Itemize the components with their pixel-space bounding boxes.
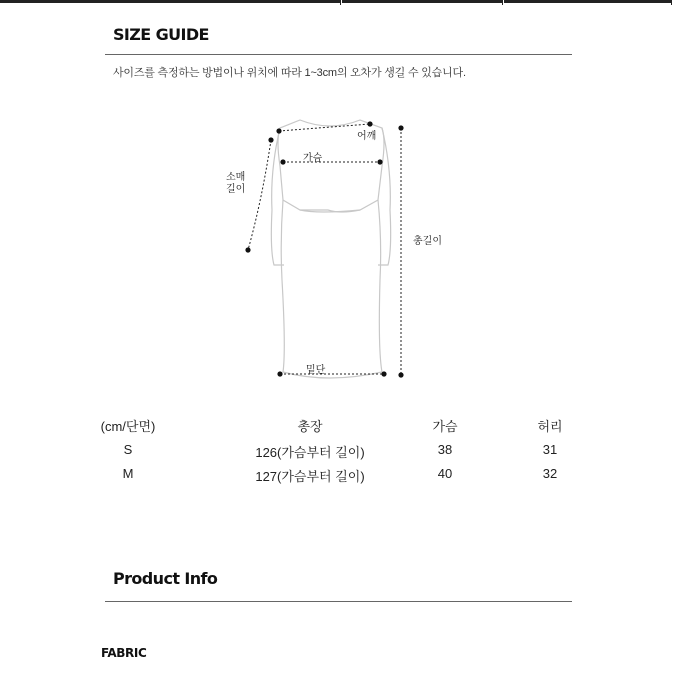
header-unit: (cm/단면) <box>100 419 156 434</box>
chest-cell: 40 <box>437 466 453 481</box>
header-waist: 허리 <box>537 419 563 434</box>
chest-cell: 38 <box>437 442 453 457</box>
size-guide-note: 사이즈를 측정하는 방법이나 위치에 따라 1~3cm의 오차가 생길 수 있습니다. <box>113 67 466 79</box>
measure-point <box>276 128 281 133</box>
shoulder-label: 어깨 <box>357 131 377 142</box>
size-cell: S <box>123 442 133 457</box>
top-border-segment-right <box>504 0 672 3</box>
total-length-label: 총길이 <box>413 236 442 247</box>
table-row <box>90 442 590 460</box>
measure-point <box>245 247 250 252</box>
sleeve-measure-line <box>248 140 271 250</box>
dress-outline <box>271 120 390 378</box>
sleeve-label-line2: 길이 <box>226 184 246 195</box>
top-border <box>0 0 675 4</box>
measure-point <box>398 125 403 130</box>
dress-measurement-diagram <box>200 110 460 400</box>
header-chest: 가슴 <box>432 419 458 434</box>
total-length-cell: 126(가슴부터 길이) <box>255 445 365 460</box>
table-row <box>90 466 590 484</box>
waist-cell: 31 <box>542 442 558 457</box>
product-info-title: Product Info <box>113 569 218 588</box>
chest-label: 가슴 <box>303 153 323 164</box>
size-guide-title: SIZE GUIDE <box>113 25 209 44</box>
total-length-cell: 127(가슴부터 길이) <box>255 469 365 484</box>
fabric-label: FABRIC <box>101 646 147 660</box>
hem-label: 밑단 <box>306 365 326 376</box>
size-guide-divider <box>105 54 572 55</box>
top-border-segment-left <box>0 0 340 3</box>
measure-point <box>381 371 386 376</box>
top-border-tick <box>502 0 503 5</box>
measure-point <box>398 372 403 377</box>
product-info-divider <box>105 601 572 602</box>
dress-illustration <box>200 110 460 400</box>
measure-point <box>277 371 282 376</box>
measure-point <box>367 121 372 126</box>
top-border-segment-middle <box>342 0 502 3</box>
header-total-length: 총장 <box>297 419 323 434</box>
measure-point <box>280 159 285 164</box>
top-border-tick <box>340 0 341 5</box>
waist-cell: 32 <box>542 466 558 481</box>
top-border-tick <box>671 0 672 5</box>
size-table-header <box>90 416 590 434</box>
measure-point <box>268 137 273 142</box>
measure-point <box>377 159 382 164</box>
sleeve-label-line1: 소매 <box>226 172 246 183</box>
size-cell: M <box>122 466 134 481</box>
